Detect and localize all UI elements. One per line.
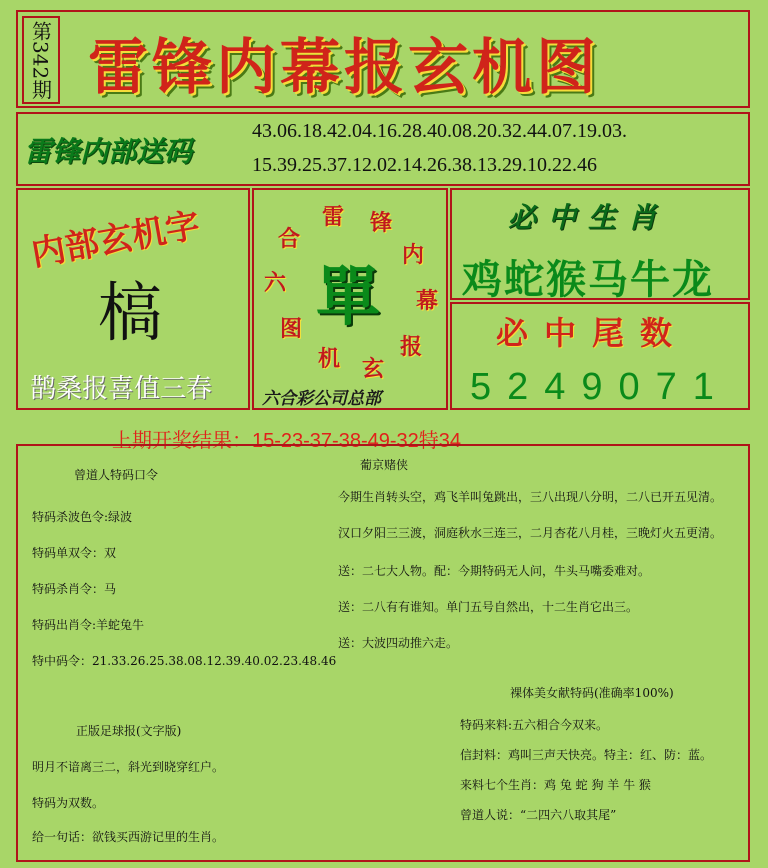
left-line-1: 特码杀波色令:绿波 — [32, 510, 133, 524]
right-heading: 葡京赌侠 — [360, 458, 409, 472]
zodiac-value: 鸡蛇猴马牛龙 — [462, 256, 714, 303]
ring-char-4: 幕 — [416, 288, 439, 314]
left-heading-2: 正版足球报(文字版) — [76, 724, 182, 738]
left2-line-1: 明月不谙离三二，斜光到晓穿红户。 — [32, 760, 225, 774]
right-line-3: 送：二七大人物。配：今期特码无人问，牛头马嘴委难对。 — [338, 564, 651, 578]
tail-value: 5249071 — [470, 366, 730, 408]
inner-code-label: 雷锋内部送码 — [24, 135, 193, 168]
right-heading-2: 裸体美女献特码(准确率100%) — [510, 686, 674, 700]
ring-char-1: 雷 — [322, 204, 345, 230]
left2-line-3: 给一句话：欲钱买西游记里的生肖。 — [32, 830, 225, 844]
right-line-1: 今期生肖转头空，鸡飞羊叫兔跳出，三八出现八分明，二八已开五见清。 — [338, 490, 723, 504]
right-line-2: 汉口夕阳三三渡，洞庭秋水三连三，二月杏花八月桂，三晚灯火五更清。 — [338, 526, 723, 540]
ring-char-8: 图 — [280, 316, 303, 342]
last-result: 上期开奖结果：15-23-37-38-49-32特34 — [112, 430, 462, 452]
left-line-4: 特码出肖令:羊蛇兔牛 — [32, 618, 145, 632]
page-title: 雷锋内幕报玄机图 — [88, 35, 600, 101]
center-footer: 六合彩公司总部 — [262, 389, 381, 409]
left-line-3: 特码杀肖令：马 — [32, 582, 117, 596]
xuanji-phrase: 鹊桑报喜值三春 — [30, 374, 213, 404]
xuanji-char: 槁 — [98, 277, 162, 351]
ring-char-10: 合 — [278, 226, 301, 252]
issue-label: 第342期 — [22, 16, 60, 104]
tail-label: 必中尾数 — [496, 314, 689, 352]
left-heading: 曾道人特码口令 — [74, 468, 159, 482]
left2-line-2: 特码为双数。 — [32, 796, 105, 810]
ring-char-2: 锋 — [370, 210, 393, 236]
right2-line-4: 曾道人说：“二四六八取其尾” — [460, 808, 617, 822]
inner-code-line1: 43.06.18.42.04.16.28.40.08.20.32.44.07.19.03. — [252, 120, 627, 142]
right-line-4: 送：二八有有谁知。单门五号自然出，十二生肖它出三。 — [338, 600, 639, 614]
xuanji-label: 内部玄机字 — [28, 205, 203, 275]
ring-char-6: 玄 — [362, 356, 385, 382]
center-big-char: 單 — [316, 260, 380, 335]
zodiac-label: 必中生肖 — [508, 201, 669, 234]
right2-line-1: 特码来料:五六相合今双来。 — [460, 718, 609, 732]
left-line-2: 特码单双令：双 — [32, 546, 117, 560]
right2-line-2: 信封料：鸡叫三声天快亮。特主：红、防：蓝。 — [460, 748, 713, 762]
inner-code-line2: 15.39.25.37.12.02.14.26.38.13.29.10.22.46 — [252, 154, 597, 176]
ring-char-9: 六 — [264, 270, 287, 296]
ring-char-7: 机 — [318, 346, 341, 372]
left-line-5: 特中码令：21.33.26.25.38.08.12.39.40.02.23.48.46 — [32, 654, 337, 668]
ring-char-5: 报 — [400, 334, 423, 360]
right-line-5: 送：大波四动推六走。 — [338, 636, 459, 650]
ring-char-3: 内 — [402, 242, 425, 268]
right2-line-3: 来料七个生肖：鸡 兔 蛇 狗 羊 牛 猴 — [460, 778, 651, 792]
